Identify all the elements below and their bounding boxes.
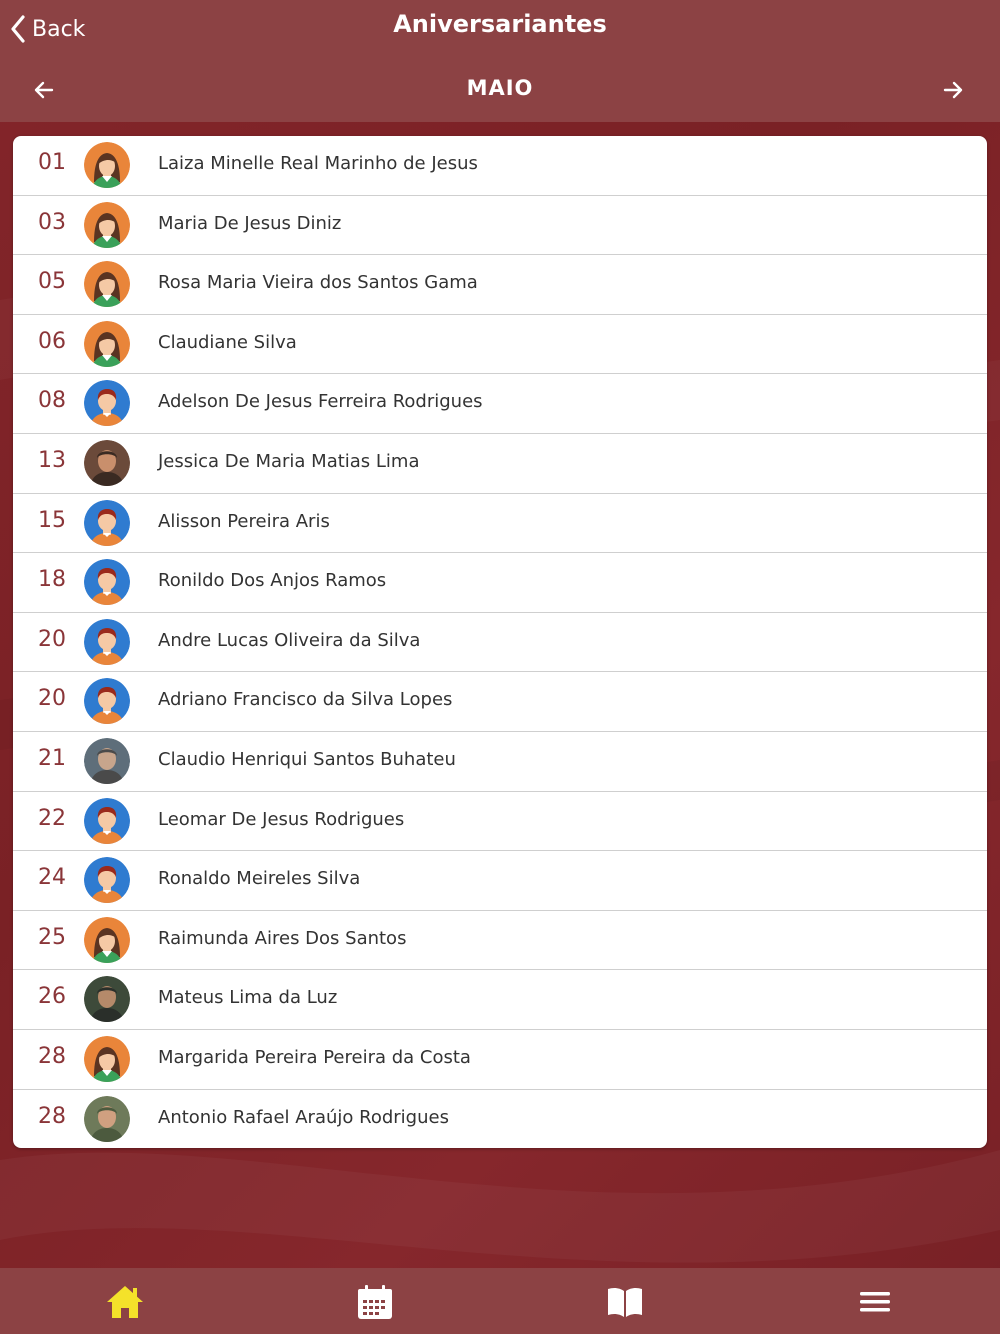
- birthday-day: 20: [38, 626, 66, 652]
- person-name: Margarida Pereira Pereira da Costa: [158, 1046, 471, 1068]
- month-navigator: [0, 70, 1000, 110]
- birthday-day: 13: [38, 447, 66, 473]
- person-name: Claudio Henriqui Santos Buhateu: [158, 748, 456, 770]
- list-item[interactable]: [13, 255, 987, 315]
- birthday-day: 25: [38, 924, 66, 950]
- list-item[interactable]: [13, 1090, 987, 1149]
- birthday-day: 26: [38, 984, 66, 1010]
- female-avatar-icon: [84, 142, 130, 188]
- person-name: Ronildo Dos Anjos Ramos: [158, 570, 387, 592]
- birthday-day: 06: [38, 328, 66, 354]
- birthday-day: 24: [38, 865, 66, 891]
- book-icon[interactable]: [605, 1282, 645, 1322]
- birthday-day: 28: [38, 1103, 66, 1129]
- header: [0, 0, 1000, 122]
- person-name: Claudiane Silva: [158, 331, 297, 353]
- calendar-icon[interactable]: [355, 1282, 395, 1322]
- list-item[interactable]: [13, 494, 987, 554]
- birthday-day: 22: [38, 805, 66, 831]
- birthday-day: 18: [38, 567, 66, 593]
- list-item[interactable]: [13, 970, 987, 1030]
- list-item[interactable]: [13, 315, 987, 375]
- person-name: Jessica De Maria Matias Lima: [158, 450, 420, 472]
- birthday-day: 15: [38, 507, 66, 533]
- list-item[interactable]: [13, 732, 987, 792]
- menu-icon[interactable]: [855, 1282, 895, 1322]
- month-label: MAIO: [466, 76, 534, 100]
- person-name: Laiza Minelle Real Marinho de Jesus: [158, 153, 478, 174]
- list-item[interactable]: [13, 374, 987, 434]
- person-name: Mateus Lima da Luz: [158, 987, 338, 1009]
- male-avatar-icon: [84, 380, 130, 426]
- person-name: Maria De Jesus Diniz: [158, 212, 342, 234]
- person-name: Alisson Pereira Aris: [158, 510, 330, 532]
- female-avatar-icon: [84, 202, 130, 248]
- person-name: Antonio Rafael Araújo Rodrigues: [158, 1106, 449, 1128]
- birthday-day: 21: [38, 745, 66, 771]
- person-name: Rosa Maria Vieira dos Santos Gama: [158, 272, 478, 294]
- birthday-day: 03: [38, 209, 66, 235]
- list-item[interactable]: [13, 1030, 987, 1090]
- birthday-day: 08: [38, 388, 66, 414]
- birthday-day: 01: [38, 150, 66, 175]
- female-avatar-icon: [84, 321, 130, 367]
- person-name: Adelson De Jesus Ferreira Rodrigues: [158, 391, 483, 413]
- birthday-day: 28: [38, 1043, 66, 1069]
- person-name: Adriano Francisco da Silva Lopes: [158, 689, 453, 711]
- back-label: Back: [32, 16, 86, 42]
- birthday-list: [13, 136, 987, 1148]
- male-avatar-icon: [84, 619, 130, 665]
- tab-bar: [0, 1268, 1000, 1334]
- profile-photo: [84, 440, 130, 486]
- profile-photo: [84, 976, 130, 1022]
- home-icon[interactable]: [105, 1282, 145, 1322]
- person-name: Raimunda Aires Dos Santos: [158, 927, 407, 949]
- female-avatar-icon: [84, 261, 130, 307]
- male-avatar-icon: [84, 857, 130, 903]
- birthday-day: 20: [38, 686, 66, 712]
- person-name: Andre Lucas Oliveira da Silva: [158, 629, 421, 651]
- list-item[interactable]: [13, 196, 987, 256]
- list-item[interactable]: [13, 792, 987, 852]
- female-avatar-icon: [84, 1036, 130, 1082]
- list-item[interactable]: [13, 851, 987, 911]
- birthday-day: 05: [38, 269, 66, 295]
- male-avatar-icon: [84, 678, 130, 724]
- list-item[interactable]: [13, 553, 987, 613]
- female-avatar-icon: [84, 917, 130, 963]
- page-title: Aniversariantes: [393, 10, 607, 38]
- profile-photo: [84, 1096, 130, 1142]
- list-item[interactable]: [13, 613, 987, 673]
- person-name: Ronaldo Meireles Silva: [158, 868, 361, 890]
- male-avatar-icon: [84, 559, 130, 605]
- list-item[interactable]: [13, 672, 987, 732]
- list-item[interactable]: [13, 136, 987, 196]
- person-name: Leomar De Jesus Rodrigues: [158, 808, 405, 830]
- male-avatar-icon: [84, 500, 130, 546]
- profile-photo: [84, 738, 130, 784]
- list-item[interactable]: [13, 911, 987, 971]
- male-avatar-icon: [84, 798, 130, 844]
- list-item[interactable]: [13, 434, 987, 494]
- arrow-right-icon[interactable]: [941, 78, 965, 102]
